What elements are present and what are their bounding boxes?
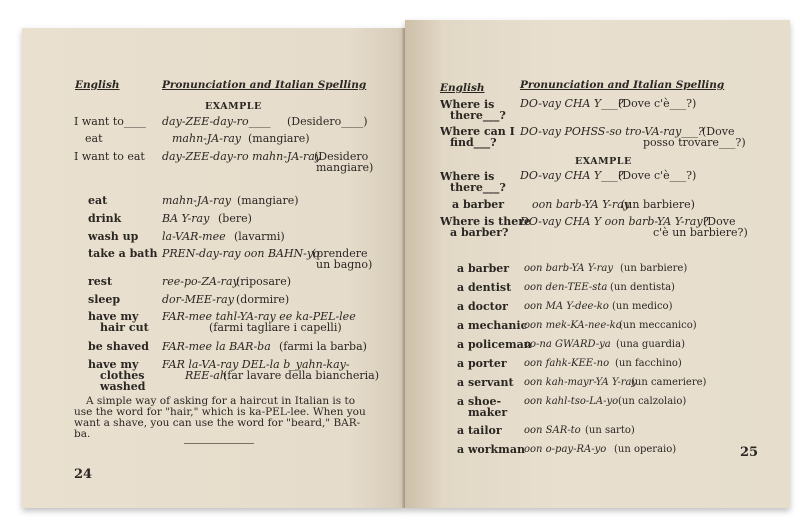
- vocab-english: maker: [468, 406, 508, 419]
- vocab-pronunciation: FAR-mee tahl-YA-ray ee ka-PEL-lee: [162, 310, 356, 323]
- vocab-italian: (un dentista): [610, 282, 675, 293]
- vocab-english: washed: [100, 380, 146, 393]
- vocab-english: a shoe-: [457, 395, 502, 408]
- vocab-italian: (un sarto): [585, 425, 635, 436]
- vocab-italian: (dormire): [236, 293, 290, 306]
- vocab-pronunciation: oon SAR-to: [524, 425, 581, 436]
- vocab-pronunciation: oon MA Y-dee-ko: [524, 301, 609, 312]
- vocab-pronunciation: oon den-TEE-sta: [524, 282, 608, 293]
- vocab-english: rest: [88, 275, 113, 288]
- example-pronunciation: day-ZEE-day-ro mahn-JA-ray: [162, 150, 322, 163]
- phrase-english: find___?: [450, 136, 497, 149]
- phrase-pronunciation: DO-vay POHSS-so tro-VA-ray___?: [520, 125, 704, 138]
- vocab-italian: (un meccanico): [619, 320, 697, 331]
- vocab-italian: (una guardia): [616, 339, 685, 350]
- vocab-italian: (far lavare della biancheria): [223, 369, 380, 382]
- phrase-english: Where is there: [440, 215, 532, 228]
- vocab-pronunciation: oon o-pay-RA-yo: [524, 444, 607, 455]
- example-english: eat: [85, 132, 103, 145]
- vocab-english: wash up: [88, 230, 139, 243]
- phrase-english: Where is: [440, 170, 495, 183]
- vocab-italian: (mangiare): [237, 194, 299, 207]
- vocab-english: drink: [88, 212, 122, 225]
- right-page: [405, 20, 790, 508]
- vocab-english: a workman: [457, 443, 525, 456]
- example-pronunciation: mahn-JA-ray: [172, 132, 241, 145]
- vocab-pronunciation: PREN-day-ray oon BAHN-yo: [162, 247, 320, 260]
- vocab-english: a dentist: [457, 281, 512, 294]
- page-number: 25: [740, 445, 759, 460]
- vocab-italian: (un calzolaio): [618, 396, 687, 407]
- example-italian: (Desidero____): [287, 115, 368, 128]
- vocab-pronunciation: ree-po-ZA-ray: [162, 275, 239, 288]
- phrase-italian: c'è un barbiere?): [653, 226, 748, 239]
- vocab-pronunciation: oo-na GWARD-ya: [524, 339, 611, 350]
- header-english: English: [75, 79, 120, 91]
- phrase-english: Where is: [440, 98, 495, 111]
- vocab-pronunciation: oon mek-KA-nee-ko: [524, 320, 622, 331]
- vocab-english: a policeman: [457, 338, 532, 351]
- vocab-italian: (farmi la barba): [279, 340, 367, 353]
- phrase-pronunciation: DO-vay CHA Y oon barb-YA Y-ray?: [520, 215, 709, 228]
- vocab-pronunciation: oon barb-YA Y-ray: [524, 263, 613, 274]
- vocab-italian: un bagno): [316, 258, 373, 271]
- left-page: [22, 28, 405, 508]
- phrase-pronunciation: oon barb-YA Y-ray: [532, 198, 630, 211]
- vocab-pronunciation: mahn-JA-ray: [162, 194, 231, 207]
- vocab-italian: (bere): [218, 212, 252, 225]
- vocab-english: a porter: [457, 357, 507, 370]
- vocab-english: a tailor: [457, 424, 502, 437]
- phrase-pronunciation: DO-vay CHA Y___?: [520, 97, 624, 110]
- vocab-italian: (un medico): [612, 301, 673, 312]
- vocab-pronunciation: BA Y-ray: [162, 212, 210, 225]
- phrase-english: there___?: [450, 109, 506, 122]
- header-pronunciation: Pronunciation and Italian Spelling: [520, 79, 725, 91]
- vocab-italian: (lavarmi): [234, 230, 285, 243]
- vocab-pronunciation: REE-ah: [185, 369, 227, 382]
- vocab-english: be shaved: [88, 340, 149, 353]
- vocab-italian: (un cameriere): [631, 377, 707, 388]
- header-english: English: [440, 82, 485, 94]
- vocab-english: have my: [88, 310, 139, 323]
- phrase-italian: (Dove c'è___?): [618, 169, 697, 182]
- vocab-pronunciation: oon kahl-tso-LA-yo: [524, 396, 619, 407]
- vocab-english: a barber: [457, 262, 510, 275]
- vocab-english: clothes: [100, 369, 145, 382]
- page-number: 24: [74, 467, 93, 482]
- vocab-english: a servant: [457, 376, 514, 389]
- vocab-english: sleep: [88, 293, 121, 306]
- phrase-english: Where can I: [440, 125, 515, 138]
- vocab-pronunciation: dor-MEE-ray: [162, 293, 234, 306]
- header-pronunciation: Pronunciation and Italian Spelling: [162, 79, 367, 91]
- phrase-italian: (Dove: [702, 125, 735, 138]
- vocab-english: eat: [88, 194, 108, 207]
- phrase-english: there___?: [450, 181, 506, 194]
- vocab-english: take a bath: [88, 247, 158, 260]
- vocab-pronunciation: FAR la-VA-ray DEL-la b_yahn-kay-: [162, 358, 350, 371]
- vocab-english: have my: [88, 358, 139, 371]
- vocab-italian: (un barbiere): [620, 263, 688, 274]
- vocab-english: a mechanic: [457, 319, 528, 332]
- phrase-italian: (Dove c'è___?): [618, 97, 697, 110]
- phrase-italian: (Dove: [703, 215, 736, 228]
- example-italian: (mangiare): [248, 132, 310, 145]
- phrase-pronunciation: DO-vay CHA Y___?: [520, 169, 624, 182]
- example-english: I want to____: [74, 115, 146, 128]
- phrase-italian: posso trovare___?): [643, 136, 746, 149]
- vocab-pronunciation: FAR-mee la BAR-ba: [162, 340, 271, 353]
- haircut-paragraph: A simple way of asking for a haircut in Italian is to use the word for "hair," which is ka-PEL-lee. When you want a shave, you can use the word for "beard," BAR-ba.: [74, 395, 366, 440]
- phrase-english: a barber?: [450, 226, 509, 239]
- vocab-italian: (prendere: [312, 247, 368, 260]
- vocab-english: hair cut: [100, 321, 149, 334]
- divider: [184, 443, 254, 444]
- vocab-italian: (un facchino): [615, 358, 682, 369]
- vocab-italian: (riposare): [236, 275, 291, 288]
- open-book: [22, 20, 790, 510]
- vocab-pronunciation: la-VAR-mee: [162, 230, 226, 243]
- vocab-italian: (un operaio): [614, 444, 677, 455]
- phrase-english: a barber: [452, 198, 505, 211]
- vocab-italian: (farmi tagliare i capelli): [209, 321, 342, 334]
- vocab-pronunciation: oon fahk-KEE-no: [524, 358, 610, 369]
- example-english: I want to eat: [74, 150, 145, 163]
- phrase-italian: (un barbiere): [621, 198, 695, 211]
- example-italian: (Desidero: [314, 150, 369, 163]
- vocab-pronunciation: oon kah-mayr-YA Y-ray: [524, 377, 638, 388]
- example-label: EXAMPLE: [205, 101, 262, 112]
- vocab-english: a doctor: [457, 300, 508, 313]
- example-italian: mangiare): [316, 161, 374, 174]
- example-pronunciation: day-ZEE-day-ro____: [162, 115, 271, 128]
- example-label: EXAMPLE: [575, 156, 632, 167]
